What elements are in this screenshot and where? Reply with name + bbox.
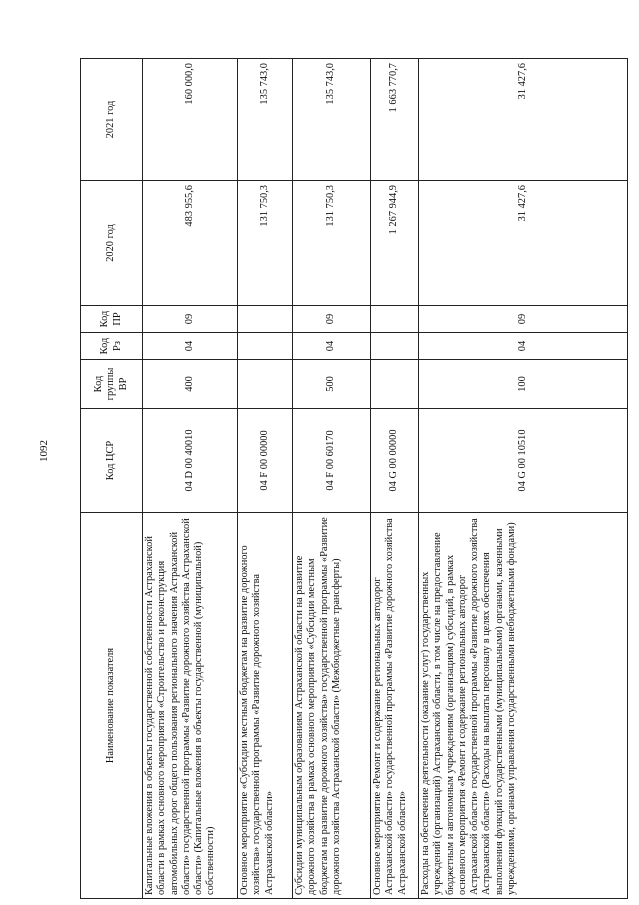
rotated-table-container: [80, 59, 628, 899]
row-name: Основное мероприятие «Субсидии местным бюджетам на развитие дорожного хозяйства» государственной программы «Развитие дорожного хозяйства Астраханской области»: [238, 513, 293, 899]
row-vr: [238, 360, 293, 409]
row-name: Основное мероприятие «Ремонт и содержание региональных автодорог Астраханской области» государственной программы «Развитие дорожного хозяйства Астраханской области»: [371, 513, 419, 899]
table-row: [293, 59, 371, 899]
header-pr: Код ПР: [81, 306, 143, 333]
header-csr: Код ЦСР: [81, 409, 143, 513]
budget-table: [80, 58, 628, 899]
header-2020: 2020 год: [81, 181, 143, 306]
header-row: [81, 59, 143, 899]
header-name: Наименование показателя: [81, 513, 143, 899]
table-row: [371, 59, 419, 899]
row-csr: 04 F 00 60170: [293, 409, 371, 513]
row-2021: 135 743,0: [293, 59, 371, 181]
header-2021: 2021 год: [81, 59, 143, 181]
page-number: 1092: [38, 440, 50, 462]
row-rz: 04: [293, 333, 371, 360]
row-2021: 31 427,6: [419, 59, 628, 181]
row-rz: 04: [143, 333, 238, 360]
row-csr: 04 G 00 10510: [419, 409, 628, 513]
header-rz: Код Рз: [81, 333, 143, 360]
row-csr: 04 G 00 00000: [371, 409, 419, 513]
row-pr: 09: [293, 306, 371, 333]
row-2020: 131 750,3: [293, 181, 371, 306]
row-pr: [238, 306, 293, 333]
row-2020: 31 427,6: [419, 181, 628, 306]
table-row: [143, 59, 238, 899]
row-2021: 1 663 770,7: [371, 59, 419, 181]
row-name: Капитальные вложения в объекты государственной собственности Астраханской области в рамках основного мероприятия «Строительство и реконструкция автомобильных дорог общего пользования регионального значения Астраханской области» государственной программы «Развитие дорожного хозяйства Астраханской области» (Капитальные вложения в объекты государственной (муниципальной) собственности): [143, 513, 238, 899]
row-pr: [371, 306, 419, 333]
row-2020: 483 955,6: [143, 181, 238, 306]
row-csr: 04 F 00 00000: [238, 409, 293, 513]
row-vr: [371, 360, 419, 409]
row-rz: [371, 333, 419, 360]
header-vr: Код группы ВР: [81, 360, 143, 409]
row-2021: 160 000,0: [143, 59, 238, 181]
table-row: [238, 59, 293, 899]
row-rz: 04: [419, 333, 628, 360]
row-pr: 09: [143, 306, 238, 333]
row-2021: 135 743,0: [238, 59, 293, 181]
row-name: Субсидии муниципальным образованиям Астраханской области на развитие дорожного хозяйства в рамках основного мероприятия «Субсидии местным бюджетам на развитие дорожного хозяйства» государственной программы «Развитие дорожного хозяйства Астраханской области» (Межбюджетные трансферты): [293, 513, 371, 899]
table-row: [419, 59, 628, 899]
row-2020: 1 267 944,9: [371, 181, 419, 306]
row-csr: 04 D 00 40010: [143, 409, 238, 513]
row-vr: 500: [293, 360, 371, 409]
row-name: Расходы на обеспечение деятельности (оказание услуг) государственных учреждений (организаций) Астраханской области, в том числе на предоставление бюджетным и автономным учреждениям (организациям) субсидий, в рамках основного мероприятия «Ремонт и содержание региональных автодорог Астраханской области» государственной программы «Развитие дорожного хозяйства Астраханской области» (Расходы на выплаты персоналу в целях обеспечения выполнения функций государственными (муниципальными) органами, казенными учреждениями, органами управления государственными внебюджетными фондами): [419, 513, 628, 899]
row-vr: 100: [419, 360, 628, 409]
row-rz: [238, 333, 293, 360]
row-pr: 09: [419, 306, 628, 333]
row-2020: 131 750,3: [238, 181, 293, 306]
row-vr: 400: [143, 360, 238, 409]
